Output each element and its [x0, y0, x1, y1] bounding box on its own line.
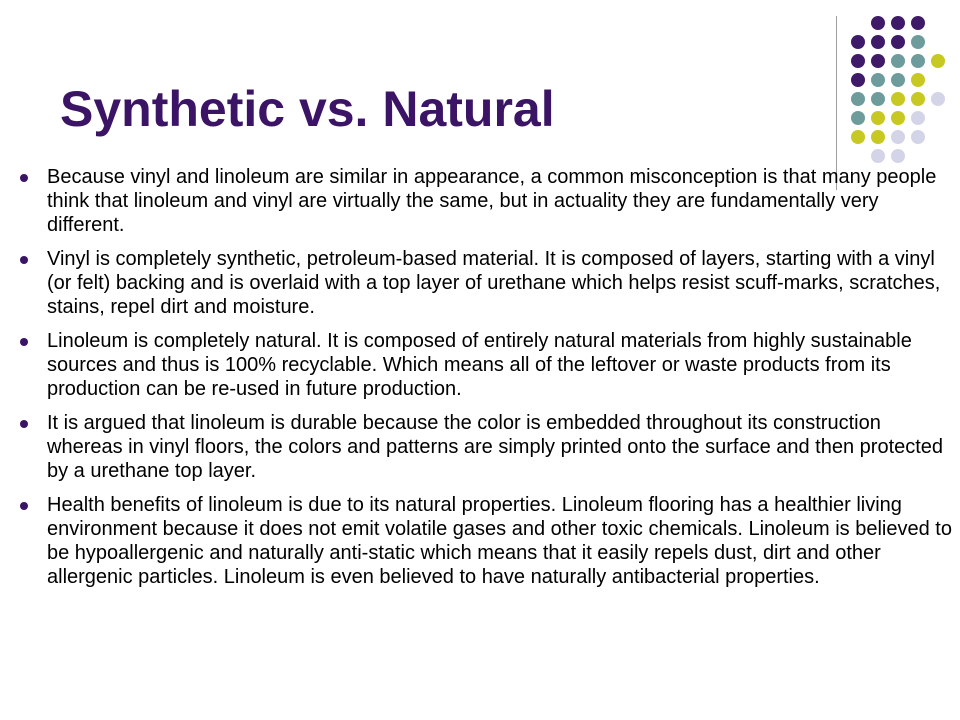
- decorative-dot: [871, 35, 885, 49]
- decorative-dot: [851, 111, 865, 125]
- decorative-dot: [911, 73, 925, 87]
- decorative-dot: [891, 111, 905, 125]
- bullet-text: It is argued that linoleum is durable because the color is embedded throughout its construction whereas in vinyl floors, the colors and patterns are simply printed onto the surface and then protected by a urethane top layer.: [47, 412, 944, 482]
- decorative-dot: [851, 54, 865, 68]
- decorative-dot: [851, 92, 865, 106]
- decorative-dot: [911, 111, 925, 125]
- decorative-dot: [891, 54, 905, 68]
- bullet-text: Health benefits of linoleum is due to its natural properties. Linoleum flooring has a healthier living environment because it does not emit volatile gases and other toxic chemicals. Linoleum is believed to be hypoallergenic and naturally anti-static which means that it easily repels dust, dirt and other allergenic particles. Linoleum is even believed to have naturally antibacterial properties.: [47, 494, 952, 588]
- bullet-item: [20, 165, 955, 237]
- bullet-item: [20, 493, 955, 589]
- decorative-dot: [871, 16, 885, 30]
- decorative-dot: [851, 130, 865, 144]
- decorative-dot: [871, 54, 885, 68]
- bullet-text: Vinyl is completely synthetic, petroleum-based material. It is composed of layers, starting with a vinyl (or felt) backing and is overlaid with a top layer of urethane which helps resist scuff-marks, scratches, stains, repel dirt and moisture.: [47, 248, 941, 318]
- decorative-dot: [931, 92, 945, 106]
- bullet-icon: [20, 256, 28, 264]
- decorative-dot: [911, 35, 925, 49]
- bullet-text: Linoleum is completely natural. It is composed of entirely natural materials from highly sustainable sources and thus is 100% recyclable. Which means all of the leftover or waste products from its production can be re-used in future production.: [47, 330, 912, 400]
- bullet-list: [20, 165, 955, 599]
- decorative-dot: [931, 54, 945, 68]
- decorative-dot: [851, 73, 865, 87]
- bullet-item: [20, 329, 955, 401]
- decorative-dot: [871, 149, 885, 163]
- decorative-divider-line: [836, 16, 837, 190]
- decorative-dot: [891, 16, 905, 30]
- decorative-dot: [891, 92, 905, 106]
- bullet-icon: [20, 174, 28, 182]
- slide-title: Synthetic vs. Natural: [60, 81, 555, 137]
- decorative-dot: [911, 54, 925, 68]
- decorative-dot: [851, 35, 865, 49]
- bullet-icon: [20, 338, 28, 346]
- decorative-dot: [911, 92, 925, 106]
- decorative-dot: [911, 16, 925, 30]
- decorative-dot: [871, 92, 885, 106]
- bullet-icon: [20, 420, 28, 428]
- decorative-dot: [871, 111, 885, 125]
- decorative-dot: [891, 130, 905, 144]
- decorative-dot: [871, 130, 885, 144]
- bullet-text: Because vinyl and linoleum are similar in appearance, a common misconception is that many people think that linoleum and vinyl are virtually the same, but in actuality they are fundamentally very different.: [47, 166, 937, 236]
- bullet-icon: [20, 502, 28, 510]
- bullet-item: [20, 247, 955, 319]
- bullet-item: [20, 411, 955, 483]
- decorative-dot: [871, 73, 885, 87]
- decorative-dot: [911, 130, 925, 144]
- decorative-dot: [891, 35, 905, 49]
- decorative-dot: [891, 149, 905, 163]
- decorative-dot: [891, 73, 905, 87]
